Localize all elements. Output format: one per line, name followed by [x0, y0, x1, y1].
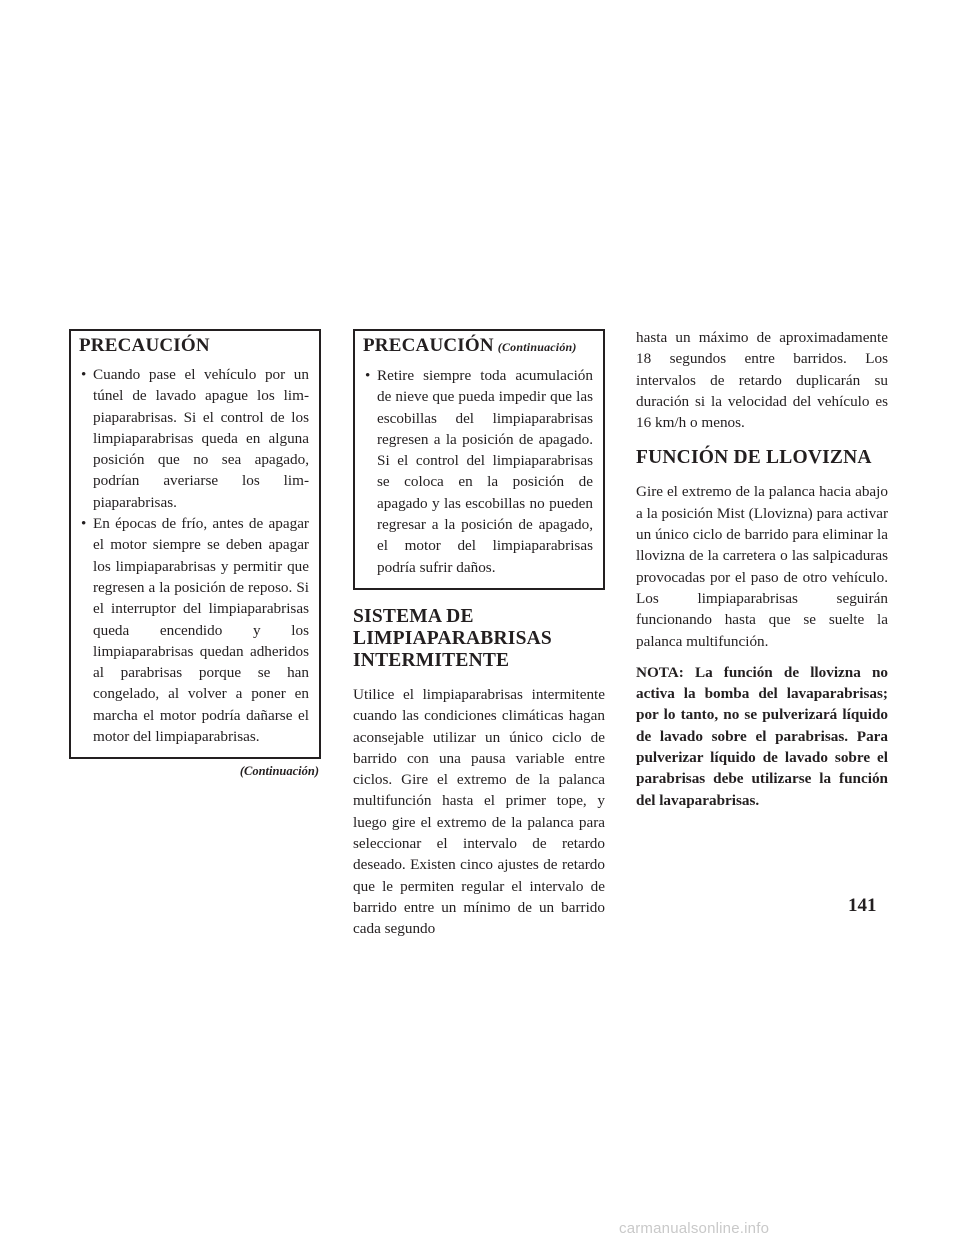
watermark: carmanualsonline.info: [619, 1220, 770, 1237]
body-paragraph: Utilice el limpiaparabrisas intermitente cuando las condiciones climáticas hagan aconsejable utilizar un único ciclo de barrido con una pausa variable entre ciclos. Gire el extremo de la palanca multifunción hasta el primer tope, y luego gire el extremo de la palanca para seleccionar el intervalo de retardo deseado. Existen cinco ajustes de retardo que le permiten regular el intervalo de barrido entre un mínimo de un barrido cada segundo: [353, 685, 605, 938]
section-heading-mist: FUNCIÓN DE LLOVIZNA: [636, 447, 872, 469]
bullet-icon: •: [81, 515, 87, 533]
caution-bullet: • Cuando pase el vehículo por un túnel de lavado apague los limpiaparabrisas. Si el control de los limpiaparabrisas queda en alguna posición que no sea apagado, podrían averiarse los limpiaparabrisas.: [81, 366, 309, 511]
page-number: 141: [848, 895, 877, 916]
note-paragraph: NOTA: La función de llovizna no activa la bomba del lavaparabrisas; por lo tanto, no se pulverizará líquido de lavado sobre el parabrisas. Para pulverizar líquido de lavado sobre el parabrisas debe utilizarse la función del lavaparabrisas.: [636, 663, 888, 809]
caution-list: [365, 365, 593, 578]
caution-title: PRECAUCIÓN (Continuación): [363, 335, 577, 356]
bullet-icon: •: [81, 366, 87, 383]
caution-continued: (Continuación): [497, 340, 577, 354]
caution-box-1: [69, 329, 321, 759]
column-1: [69, 329, 321, 779]
caution-list: [81, 364, 309, 747]
bullet-icon: •: [365, 367, 371, 384]
column-3: [636, 327, 888, 821]
caution-title: PRECAUCIÓN: [79, 335, 210, 356]
caution-box-2: [353, 329, 605, 590]
body-paragraph-continued: hasta un máximo de aproximadamente 18 segundos entre barridos. Los intervalos de retardo duplicarán su duración si la velocidad del vehículo es 16 km/h o menos.: [636, 329, 888, 432]
body-paragraph: Gire el extremo de la palanca hacia abajo a la posición Mist (Llovizna) para activar un único ciclo de barrido para eliminar la llovizna de la carretera o las salpicaduras provocadas por el paso de otro vehículo. Los limpiaparabrisas seguirán funcionando hasta que se suelte la palanca multifunción.: [636, 483, 888, 650]
continued-label: (Continuación): [239, 764, 319, 779]
column-2: [353, 329, 605, 950]
caution-bullet: • En épocas de frío, antes de apagar el motor siempre se deben apagar los limpiaparabrisas y permitir que regresen a la posición de reposo. Si el interruptor del limpiaparabrisas queda encendido y los limpiaparabrisas quedan adheridos al parabrisas porque se han congelado, al volver a poner en marcha el motor podría dañarse el motor del limpiaparabrisas.: [81, 515, 309, 746]
caution-bullet: • Retire siempre toda acumulación de nieve que pueda impedir que las escobillas del limpiaparabrisas regresen a la posición de apagado. Si el control del limpiaparabrisas se coloca en la posición de apagado y las escobillas no pueden regresar a la posición de apagado, el motor del limpiaparabrisas podría sufrir daños.: [365, 367, 593, 576]
section-heading-intermittent: SISTEMA DE LIMPIAPARABRISAS INTERMITENTE: [353, 605, 552, 671]
